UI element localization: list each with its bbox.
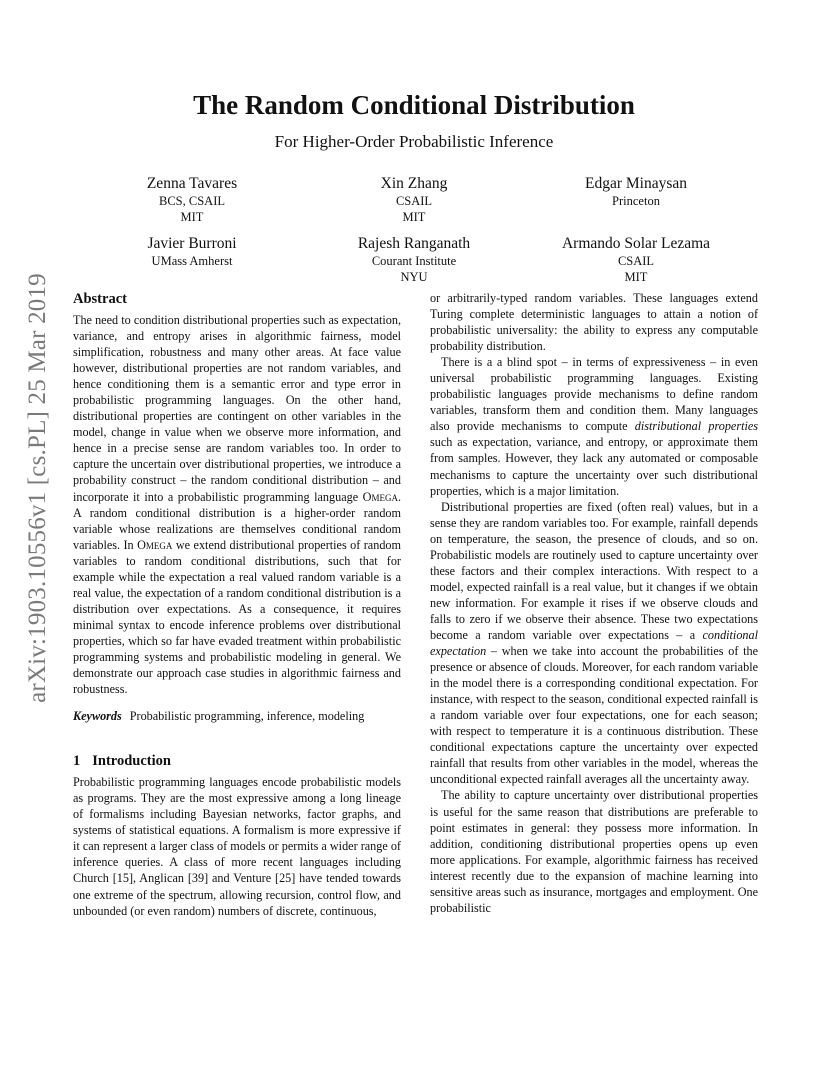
introduction-heading — [73, 752, 401, 770]
author-name: Xin Zhang — [380, 175, 448, 192]
author-affiliation: NYU — [400, 270, 428, 284]
author-name: Rajesh Ranganath — [357, 235, 471, 252]
abstract-heading: Abstract — [73, 291, 127, 307]
omega-name: Omega — [362, 489, 398, 504]
author-affiliation: Princeton — [612, 194, 660, 208]
right-column — [430, 290, 758, 916]
intro-paragraph: Distributional properties are fixed (often real) values, but in a sense they are random variables too. For example, rainfall depends on temperature, the season, the presence of clouds, and so on. Probabilistic models are routinely used to capture uncertainty over these factors and their complex interactions. With respect to a model, expected rainfall is a real value, but it changes if we obtain new information. For example it rises if we observe clouds and falls to zero if we observe their absence. These two expectations become a random variable over expectations – a conditional expectation – when we take into account the probabilities of the presence or absence of clouds. Moreover, for each random variable in the model there is a corresponding conditional expectation. For instance, with respect to the season, conditional expected rainfall is a random variable over four expectations, one for each season; with respect to temperature it is a continuous distribution. These conditional expectations capture the uncertainty over expected rainfall that results from other variables in the model, whereas the unconditional expected rainfall averages all the uncertainty away. — [430, 499, 758, 787]
intro-paragraph: or arbitrarily-typed random variables. These languages extend Turing complete deterministic languages to attain a notion of probabilistic universality: the ability to express any computable probability distribution. — [430, 291, 758, 354]
author-affiliation: CSAIL — [395, 194, 433, 208]
author-affiliation: UMass Amherst — [151, 254, 233, 268]
section-number: 1 — [73, 753, 81, 770]
emphasis-text: conditional expectation — [430, 627, 758, 659]
author-affiliation: Courant Institute — [371, 254, 457, 268]
intro-paragraph: The ability to capture uncertainty over distributional properties is useful for the same reason that distributions are preferable to point estimates in general: they possess more information. In addition, conditioning distributional properties opens up even more applications. For example, algorithmic fairness has received interest recently due to the expansion of machine learning into sensitive areas such as insurance, mortgages and employment. One probabilistic — [430, 788, 758, 915]
section-title: Introduction — [92, 753, 171, 770]
author-name: Armando Solar Lezama — [561, 235, 711, 252]
author-name: Javier Burroni — [147, 235, 237, 252]
author-affiliation: MIT — [402, 210, 426, 224]
author-block — [516, 234, 756, 285]
author-affiliation: MIT — [624, 270, 648, 284]
author-block — [72, 234, 312, 269]
omega-name: Omega — [137, 537, 173, 552]
author-name: Zenna Tavares — [146, 175, 238, 192]
author-block — [516, 174, 756, 209]
arxiv-identifier — [22, 273, 54, 703]
paper-subtitle: For Higher-Order Probabilistic Inference — [274, 132, 554, 151]
left-column — [73, 290, 401, 919]
keywords-label: Keywords — [73, 709, 122, 724]
author-name: Edgar Minaysan — [584, 175, 687, 192]
author-affiliation: CSAIL — [617, 254, 655, 268]
author-affiliation: MIT — [180, 210, 204, 224]
author-block — [294, 174, 534, 225]
abstract-text: The need to condition distributional properties such as expectation, variance, and entropy arises in algorithmic fairness, model simplification, robustness and many other areas. At face value however, distributional properties are not random variables, and hence conditioning them is a semantic error and type error in probabilistic programming languages. On the other hand, distributional properties are contingent on other variables in the model, change in value when we observe more information, and hence in a precise sense are random variables too. In order to capture the uncertain over distributional properties, we introduce a probability construct – the random conditional distribution – and incorporate it into a probabilistic programming language Omega. A random conditional distribution is a higher-order random variable whose realizations are themselves conditional random variables. In Omega we extend distributional properties of random variables to random conditional distributions, such that for example while the expectation a real valued random variable is a real value, the expectation of a random conditional distribution is a distribution over expectations. As a consequence, it requires minimal syntax to encode inference problems over distributional properties, which so far have evaded treatment within probabilistic programming systems and probabilistic modeling in general. We demonstrate our approach case studies in algorithmic fairness and robustness. — [73, 313, 401, 697]
keywords-line — [73, 708, 401, 724]
author-block — [294, 234, 534, 285]
paper-title: The Random Conditional Distribution — [193, 90, 635, 120]
keywords-text: Probabilistic programming, inference, modeling — [129, 709, 365, 724]
arxiv-identifier-text: arXiv:1903.10556v1 [cs.PL] 25 Mar 2019 — [24, 273, 51, 703]
emphasis-text: distributional properties — [634, 419, 758, 434]
intro-paragraph: There is a a blind spot – in terms of expressiveness – in even universal probabilistic programming languages. Existing probabilistic languages provide mechanisms to define random variables, transform them and condition them. Many languages also provide mechanisms to compute distributional properties such as expectation, variance, and entropy, or approximate them from samples. However, they lack any automated or composable mechanisms to capture the uncertainty over such distributional properties, which is a major limitation. — [430, 355, 758, 498]
author-affiliation: BCS, CSAIL — [159, 194, 225, 208]
author-block — [72, 174, 312, 225]
intro-paragraph: Probabilistic programming languages encode probabilistic models as programs. They are the most expressive among a long lineage of formalisms including Bayesian networks, factor graphs, and systems of statistical equations. A formalism is more expressive if it can represent a larger class of models or permits a wider range of inference queries. A class of more recent languages including Church [15], Anglican [39] and Venture [25] have tended towards one extreme of the spectrum, allowing recursion, control flow, and unbounded (or even random) numbers of discrete, continuous, — [73, 775, 401, 918]
